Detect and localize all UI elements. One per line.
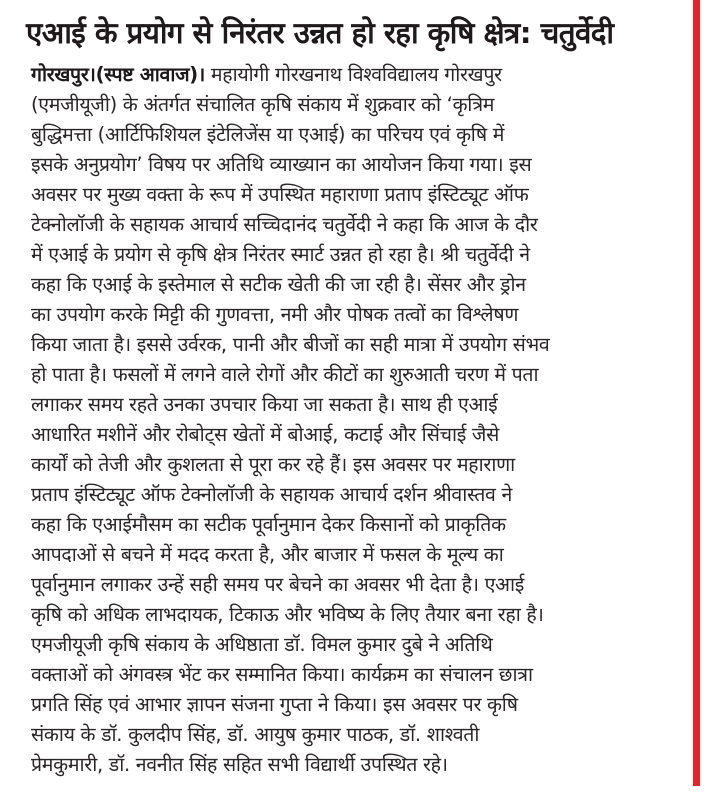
article-line: टेक्नोलॉजी के सहायक आचार्य सच्चिदानंद चतुर्वेदी ने कहा कि आज के दौर — [31, 213, 538, 236]
article-line: आपदाओं से बचने में मदद करता है, और बाजार में फसल के मूल्य का — [31, 543, 504, 566]
article-line — [31, 60, 691, 90]
article-line: बुद्धिमत्ता (आर्टिफिशियल इंटेलिजेंस या एआई) का परिचय एवं कृषि में — [31, 123, 505, 146]
article-line: अवसर पर मुख्य वक्ता के रूप में उपस्थित महाराणा प्रताप इंस्टिट्यूट ऑफ — [31, 183, 529, 206]
article-line: कृषि को अधिक लाभदायक, टिकाऊ और भविष्य के लिए तैयार बना रहा है। — [31, 603, 544, 626]
article-line: (एमजीयूजी) के अंतर्गत संचालित कृषि संकाय में शुक्रवार को ‘कृत्रिम — [31, 93, 495, 116]
red-column-rule — [693, 0, 700, 786]
article-line: प्रताप इंस्टिट्यूट ऑफ टेक्नोलॉजी के सहायक आचार्य दर्शन श्रीवास्तव ने — [31, 483, 513, 506]
article-line: एमजीयूजी कृषि संकाय के अधिष्ठाता डॉ. विमल कुमार दुबे ने अतिथि — [31, 633, 493, 656]
article-line: पूर्वानुमान लगाकर उन्हें सही समय पर बेचने का अवसर भी देता है। एआई — [31, 573, 525, 596]
article-line: इसके अनुप्रयोग’ विषय पर अतिथि व्याख्यान का आयोजन किया गया। इस — [31, 153, 532, 176]
article-line: में एआई के प्रयोग से कृषि क्षेत्र निरंतर स्मार्ट उन्नत हो रहा है। श्री चतुर्वेदी ने — [31, 243, 530, 266]
article-line: लगाकर समय रहते उनका उपचार किया जा सकता है। साथ ही एआई — [31, 393, 498, 416]
article-line: प्रेमकुमारी, डॉ. नवनीत सिंह सहित सभी विद्यार्थी उपस्थित रहे। — [31, 753, 448, 776]
article-line-text: महायोगी गोरखनाथ विश्वविद्यालय गोरखपुर — [204, 63, 502, 86]
article-headline: एआई के प्रयोग से निरंतर उन्नत हो रहा कृषि क्षेत्र: चतुर्वेदी — [26, 16, 614, 50]
article-line: कहा कि एआईमौसम का सटीक पूर्वानुमान देकर किसानों को प्राकृतिक — [31, 513, 506, 536]
article-line: कार्यों को तेजी और कुशलता से पूरा कर रहे हैं। इस अवसर पर महाराणा — [31, 453, 515, 476]
article-line: हो पाता है। फसलों में लगने वाले रोगों और कीटों का शुरुआती चरण में पता — [31, 363, 539, 386]
article-line: का उपयोग करके मिट्टी की गुणवत्ता, नमी और पोषक तत्वों का विश्लेषण — [31, 303, 519, 326]
dateline: गोरखपुर।(स्पष्ट आवाज)। — [31, 63, 205, 86]
article-line: वक्ताओं को अंगवस्त्र भेंट कर सम्मानित किया। कार्यक्रम का संचालन छात्रा — [31, 663, 533, 686]
article-body — [31, 60, 691, 780]
article-line: संकाय के डॉ. कुलदीप सिंह, डॉ. आयुष कुमार पाठक, डॉ. शाश्वती — [31, 723, 480, 746]
article-line: कहा कि एआई के इस्तेमाल से सटीक खेती की जा रही है। सेंसर और ड्रोन — [31, 273, 526, 296]
article-line: प्रगति सिंह एवं आभार ज्ञापन संजना गुप्ता ने किया। इस अवसर पर कृषि — [31, 693, 518, 716]
article-line: आधारित मशीनें और रोबोट्स खेतों में बोआई, कटाई और सिंचाई जैसे — [31, 423, 499, 446]
article-line: किया जाता है। इससे उर्वरक, पानी और बीजों का सही मात्रा में उपयोग संभव — [31, 333, 550, 356]
